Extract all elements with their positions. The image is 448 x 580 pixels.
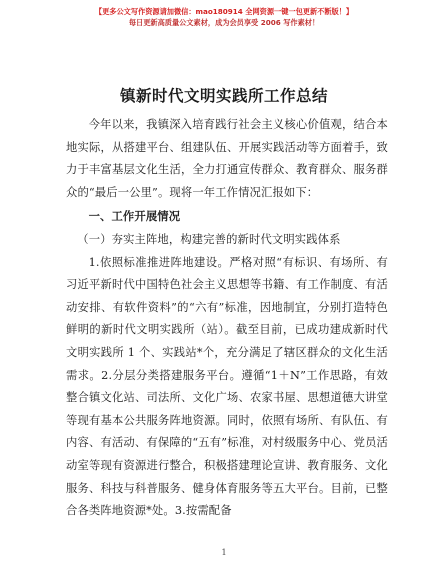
- document-title: 镇新时代文明实践所工作总结: [119, 86, 328, 105]
- document-body: [66, 114, 388, 523]
- banner-line-2: 每日更新高质量公文素材，成为会员享受 2006 写作素材！: [128, 18, 320, 27]
- body-paragraph: 1.依照标准推进阵地建设。严格对照“有标识、有场所、有习近平新时代中国特色社会主义思想等书籍、有工作制度、有活动安排、有软件资料”的“六有”标准，因地制宜，分别打造特色鲜明的新时代文明实践所（站）。截至目前，已成功建成新时代文明实践所 1 个、实践站*个，充分满足了辖区群众的文化生活需求。2.分层分类搭建服务平台。遵循“1＋N”工作思路，有效整合镇文化站、司法所、文化广场、农家书屋、思想道德大讲堂等现有基本公共服务阵地资源。同时，依照有场所、有队伍、有内容、有活动、有保障的“五有”标准，对村级服务中心、党员活动室等现有资源进行整合，积极搭建理论宣讲、教育服务、文化服务、科技与科普服务、健身体育服务等五大平台。目前，已整合各类阵地资源*处。3.按需配备: [66, 255, 388, 518]
- intro-paragraph: 今年以来，我镇深入培育践行社会主义核心价值观，结合本地实际，从搭建平台、组建队伍、开展实践活动等方面着手，致力于丰富基层文化生活，全力打通宣传群众、教育群众、服务群众的“最后一公里”。现将一年工作情况汇报如下：: [66, 118, 388, 199]
- banner-line-1: 【更多公文写作资源请加微信：mao180914 全网资源一键一包更新不断版！】: [94, 7, 354, 16]
- page-number: 1: [221, 548, 227, 557]
- section-heading: 一、工作开展情况: [88, 210, 181, 224]
- subsection-heading: （一）夯实主阵地，构建完善的新时代文明实践体系: [77, 232, 341, 246]
- header-banner: [0, 6, 448, 28]
